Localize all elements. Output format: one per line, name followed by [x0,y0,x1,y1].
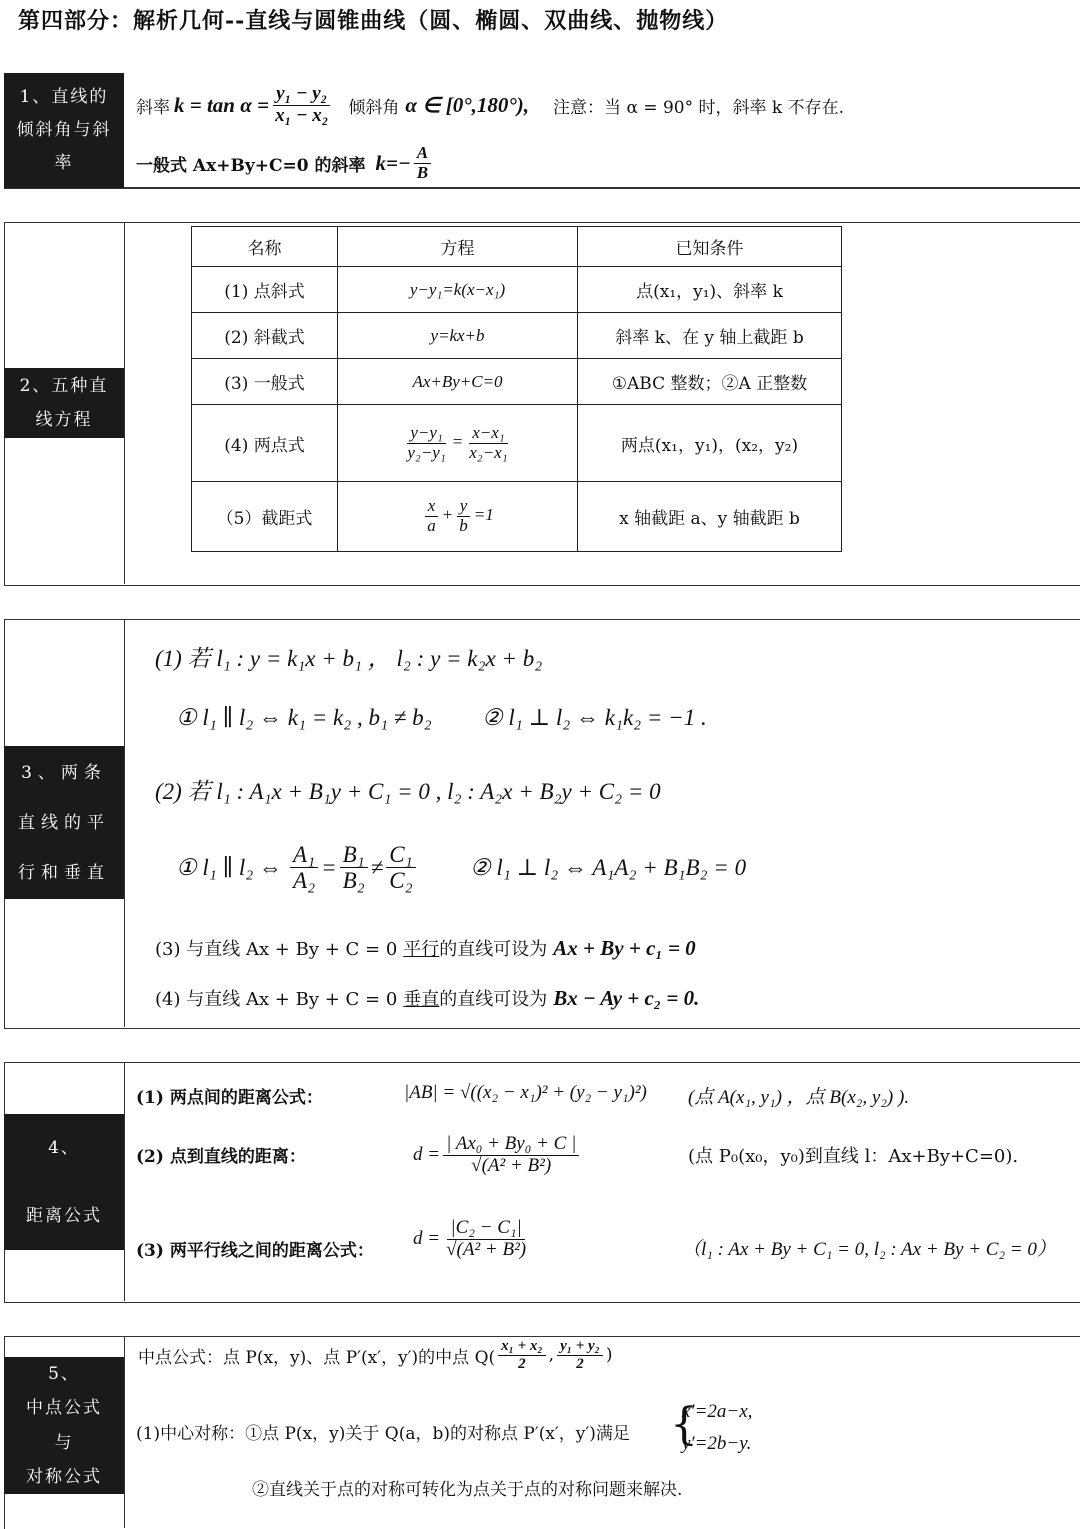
symmetry-brace: { [670,1399,698,1450]
header-condition: 已知条件 [578,227,842,267]
slope-definition: 斜率 k = tan α = $\frac{\text{y₁ − y₂}}{\text{x₁ − x₂}}$ 倾斜角 α ∈ [0°,180°), 注意：当 α = 90° 时，斜率 k 不存在. [136,83,845,126]
row-name: (1) 点斜式 [192,267,338,313]
central-symmetry: (1)中心对称：①点 P(x，y)关于 Q(a，b)的对称点 P′(x′，y′)满足 [136,1424,630,1444]
parallel-lines-distance-formula: d = $\frac{\text{|C₂ − C₁|}}{\text{√(A² + B²)}}$ [413,1217,527,1260]
row-condition: 点(x₁，y₁)、斜率 k [578,267,842,313]
section-parallel-perpendicular [4,619,1080,1029]
condition-2-parallel: ① l₁ ∥ l₂ ⇔ $\frac{\text{A₁}}{\text{A₂}}$ = $\frac{\text{B₁}}{\text{B₂}}$ ≠ $\frac{\text{C₁}}{\text{C₂}}$ [176,842,419,894]
table-row [192,267,842,313]
symmetry-eq-y: y′=2b−y. [682,1433,752,1454]
section-slope-bottom-rule [4,187,1080,188]
table-row [192,405,842,482]
line-point-symmetry: ②直线关于点的对称可转化为点关于点的对称问题来解决. [252,1480,683,1500]
row-equation: $\frac{\text{y−y₁}}{\text{y₂−y₁}}$ = $\frac{\text{x−x₁}}{\text{x₂−x₁}}$ [338,405,578,482]
general-slope: 一般式 Ax+By+C=0 的斜率 k=− $\frac{A}{B}$ [136,144,434,182]
section-divider [124,1336,125,1528]
table-row [192,313,842,359]
section-label-distance: 4、 距离公式 [4,1114,124,1250]
row-name: (4) 两点式 [192,405,338,482]
row-condition: x 轴截距 a、y 轴截距 b [578,482,842,552]
condition-2-perpendicular: ② l₁ ⊥ l₂ ⇔ A₁A₂ + B₁B₂ = 0 [470,855,747,880]
row-equation: y=kx+b [338,313,578,359]
distance-two-points-formula: |AB| = √((x₂ − x₁)² + (y₂ − y₁)²) [404,1082,647,1103]
header-equation: 方程 [338,227,578,267]
row-name: (3) 一般式 [192,359,338,405]
point-line-distance-note: (点 P₀(x₀，y₀)到直线 l：Ax+By+C=0). [688,1146,1019,1167]
section-label-equations: 2、五种直线方程 [4,368,124,438]
condition-2: (2) 若 l₁ : A₁x + B₁y + C₁ = 0 , l₂ : A₂x + B₂y + C₂ = 0 [155,779,661,804]
condition-1-parallel: ① l₁ ∥ l₂ ⇔ k₁ = k₂ , b₁ ≠ b₂ [176,705,432,730]
slope-fraction: $\frac{\text{y₁ − y₂}}{\text{x₁ − x₂}}$ [275,83,329,126]
distance-two-points-note: (点 A(x₁, y₁) ，点 B(x₂, y₂) ). [688,1087,910,1108]
table-row [192,359,842,405]
midpoint-formula: 中点公式：点 P(x，y)、点 P′(x′，y′)的中点 Q( $\frac{\text{x₁ + x₂}}{2}$ , $\frac{\text{y₁ + y₂}}{2}$ ) [138,1338,613,1372]
point-line-distance-label: (2) 点到直线的距离： [136,1147,306,1167]
parallel-line-form: (3) 与直线 Ax + By + C = 0 平行的直线可设为 Ax + By + c₁ = 0 [155,936,696,960]
row-equation: Ax+By+C=0 [338,359,578,405]
section-divider [124,1062,125,1301]
row-condition: 两点(x₁，y₁)，(x₂，y₂) [578,405,842,482]
row-equation: y−y₁=k(x−x₁) [338,267,578,313]
perpendicular-line-form: (4) 与直线 Ax + By + C = 0 垂直的直线可设为 Bx − Ay + c₂ = 0. [155,986,700,1010]
row-condition: ①ABC 整数；②A 正整数 [578,359,842,405]
row-condition: 斜率 k、在 y 轴上截距 b [578,313,842,359]
distance-two-points-label: (1) 两点间的距离公式： [136,1088,323,1108]
section-divider [124,222,125,584]
row-name: (2) 斜截式 [192,313,338,359]
row-equation: $\frac{x}{a}$ + $\frac{y}{b}$ =1 [338,482,578,552]
page-title: 第四部分：解析几何--直线与圆锥曲线（圆、椭圆、双曲线、抛物线） [18,8,729,34]
condition-1: (1) 若 l₁ : y = k₁x + b₁ ， l₂ : y = k₂x + b₂ [155,646,543,671]
table-header-row [192,227,842,267]
section-label-parallel: 3、两条直线的平行和垂直 [4,746,124,899]
row-name: （5）截距式 [192,482,338,552]
line-equation-table [191,226,842,552]
parallel-lines-distance-note: （l₁ : Ax + By + C₁ = 0, l₂ : Ax + By + C₂ = 0） [682,1239,1056,1260]
parallel-lines-distance-label: (3) 两平行线之间的距离公式： [136,1241,374,1261]
symmetry-eq-x: x′=2a−x, [682,1401,753,1422]
section-divider [124,619,125,1027]
table-row [192,482,842,552]
point-line-distance-formula: d = $\frac{\text{| Ax₀ + By₀ + C |}}{\text{√(A² + B²)}}$ [413,1134,582,1177]
header-name: 名称 [192,227,338,267]
section-label-slope: 1、直线的倾斜角与斜率 [4,73,124,188]
section-label-symmetry: 5、 中点公式 与 对称公式 [4,1357,124,1494]
condition-1-perpendicular: ② l₁ ⊥ l₂ ⇔ k₁k₂ = −1 . [482,705,707,730]
